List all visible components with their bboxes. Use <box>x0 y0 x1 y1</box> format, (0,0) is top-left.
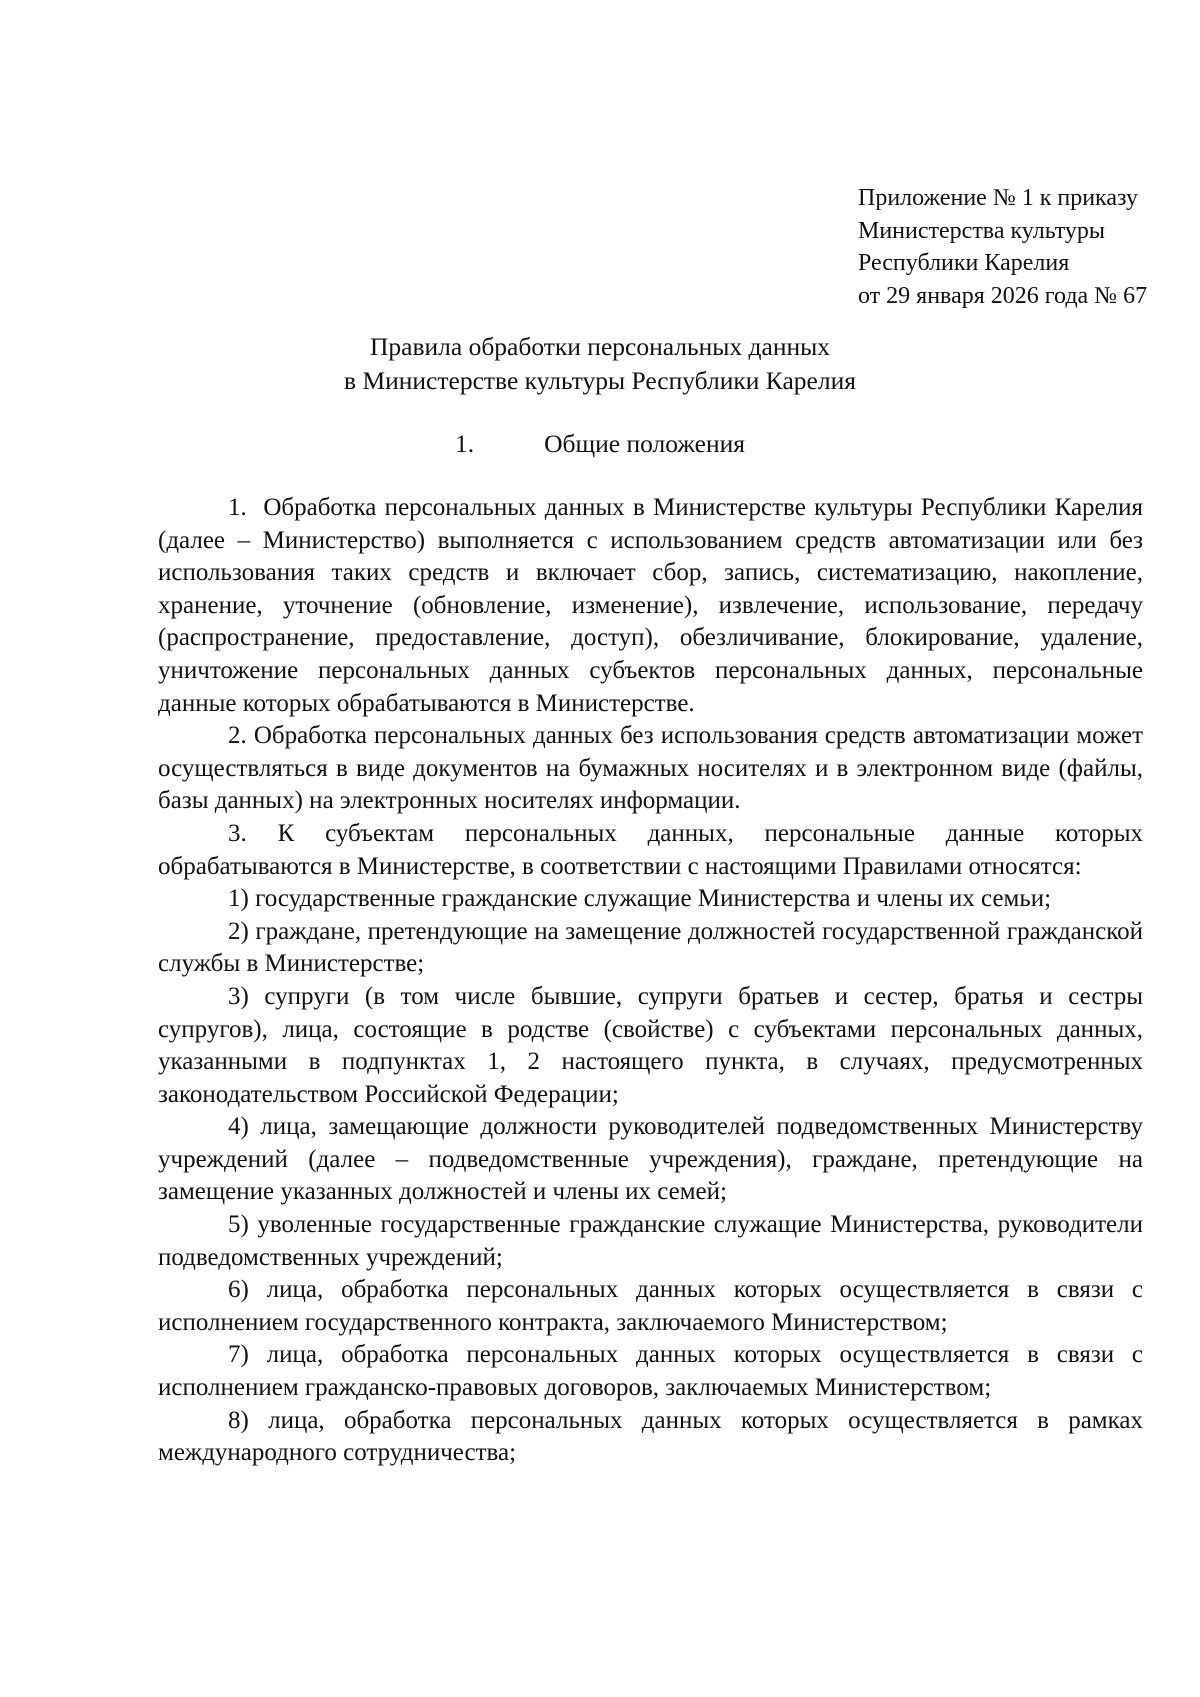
appendix-line: от 29 января 2026 года № 67 <box>858 282 1148 309</box>
subitem-text: лица, обработка персональных данных которых осуществляется в связи с исполнением гражданско-правовых договоров, заключаемых Министерством; <box>158 1341 1144 1402</box>
document-title <box>140 330 1060 398</box>
subitem-3 <box>158 981 1143 1111</box>
subitem-text: лица, обработка персональных данных которых осуществляется в связи с исполнением государственного контракта, заключаемого Министерством; <box>158 1276 1144 1336</box>
paragraph-3 <box>158 818 1143 883</box>
subitem-6 <box>158 1274 1143 1339</box>
paragraph-text: Обработка персональных данных без использования средств автоматизации может осуществляться в виде документов на бумажных носителях и в электронном виде (файлы, базы данных) на электронных носителях информации. <box>158 722 1144 815</box>
section-title: Общие положения <box>544 429 745 458</box>
subitem-2 <box>158 916 1143 981</box>
title-line: в Министерстве культуры Республики Карелия <box>344 366 856 395</box>
subitem-number: 6) <box>228 1276 249 1304</box>
appendix-line: Приложение № 1 к приказу <box>858 185 1138 211</box>
section-heading <box>140 427 1060 461</box>
body-text <box>158 492 1143 1470</box>
paragraph-text: Обработка персональных данных в Министерстве культуры Республики Карелия (далее – Министерство) выполняется с использованием средств автоматизации или без использования таких средств и включает сбор, запись, систематизацию, накопление, хранение, уточнение (обновление, изменение), извлечение, использование, передачу (распространение, предоставление, доступ), обезличивание, блокирование, удаление, уничтожение персональных данных субъектов персональных данных, персональные данные которых обрабатываются в Министерстве. <box>158 494 1144 717</box>
paragraph-2 <box>158 720 1143 818</box>
subitem-number: 1) <box>228 885 249 913</box>
subitem-number: 2) <box>228 917 249 945</box>
appendix-line: Республики Карелия <box>858 250 1070 277</box>
subitem-text: супруги (в том числе бывшие, супруги братьев и сестер, братья и сестры супругов), лица, состоящие в родстве (свойстве) с субъектами персональных данных, указанными в подпунктах 1, 2 настоящего пункта, в случаях, предусмотренных законодательством Российской Федерации; <box>158 982 1144 1108</box>
paragraph-number: 3. <box>228 819 247 847</box>
paragraph-number: 2. <box>228 722 247 750</box>
subitem-number: 5) <box>228 1211 249 1239</box>
subitem-number: 3) <box>228 982 249 1010</box>
subitem-text: уволенные государственные гражданские служащие Министерства, руководители подведомственных учреждений; <box>158 1211 1143 1271</box>
subitem-number: 8) <box>228 1406 249 1434</box>
section-number: 1. <box>454 429 475 458</box>
subitem-7 <box>158 1339 1143 1404</box>
subitem-text: лица, замещающие должности руководителей подведомственных Министерству учреждений (далее – подведомственные учреждения), граждане, претендующие на замещение указанных должностей и члены их семей; <box>158 1113 1143 1206</box>
appendix-note <box>858 182 1188 312</box>
subitem-4 <box>158 1111 1143 1209</box>
subitem-text: государственные гражданские служащие Министерства и члены их семьи; <box>255 885 1052 913</box>
subitem-5 <box>158 1209 1143 1274</box>
appendix-line: Министерства культуры <box>858 217 1106 244</box>
subitem-text: граждане, претендующие на замещение должностей государственной гражданской службы в Министерстве; <box>158 917 1144 978</box>
subitem-8 <box>158 1405 1143 1470</box>
paragraph-1 <box>158 492 1143 720</box>
subitem-number: 7) <box>228 1341 249 1369</box>
paragraph-number: 1. <box>228 494 247 521</box>
paragraph-text: К субъектам персональных данных, персональные данные которых обрабатываются в Министерстве, в соответствии с настоящими Правилами относятся: <box>158 819 1143 880</box>
subitem-number: 4) <box>228 1113 249 1141</box>
subitem-1 <box>158 883 1143 916</box>
title-line: Правила обработки персональных данных <box>369 332 831 361</box>
subitem-text: лица, обработка персональных данных которых осуществляется в рамках международного сотрудничества; <box>158 1406 1143 1467</box>
